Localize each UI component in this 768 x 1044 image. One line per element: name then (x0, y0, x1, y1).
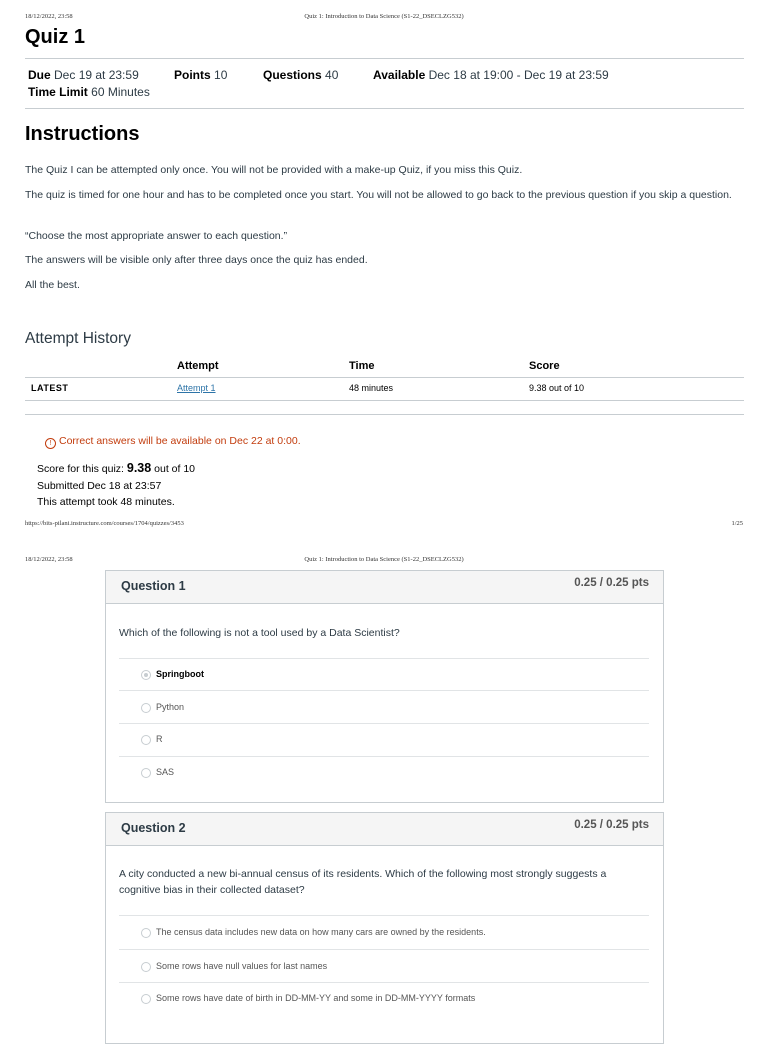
attempt-time: 48 minutes (349, 383, 394, 393)
time-limit-meta (28, 85, 150, 99)
questions-value: 40 (325, 68, 339, 82)
instruction-paragraph: All the best. (25, 279, 80, 291)
time-limit-value: 60 Minutes (91, 85, 150, 99)
instructions-heading: Instructions (25, 123, 140, 145)
column-header-score: Score (529, 360, 560, 372)
option-divider (119, 982, 649, 983)
questions-label: Questions (263, 68, 322, 82)
table-divider (25, 377, 744, 378)
option-divider (119, 723, 649, 724)
table-divider (25, 400, 744, 401)
column-header-attempt: Attempt (177, 360, 219, 372)
option-label: Python (156, 702, 185, 712)
notice-text: Correct answers will be available on Dec 22 at 0:00. (59, 435, 301, 447)
instruction-paragraph: The quiz is timed for one hour and has to be completed once you start. You will not be allowed to go back to the previous question if you skip a question. (25, 189, 732, 201)
attempt-history-heading: Attempt History (25, 330, 131, 347)
attempt-1-link[interactable]: Attempt 1 (177, 383, 216, 393)
page-title: Quiz 1 (25, 26, 86, 48)
questions-meta (263, 68, 338, 82)
due-meta (28, 68, 139, 82)
radio-icon[interactable] (141, 768, 151, 778)
score-suffix: out of 10 (154, 463, 196, 475)
alert-icon: ! (45, 438, 56, 449)
radio-icon[interactable] (141, 928, 151, 938)
available-value: Dec 18 at 19:00 - Dec 19 at 23:59 (428, 68, 609, 82)
due-label: Due (28, 68, 51, 82)
print-title: Quiz 1: Introduction to Data Science (S1-22_DSECLZG532) (304, 556, 464, 563)
divider (25, 414, 744, 415)
points-value: 10 (214, 68, 228, 82)
option-label: R (156, 734, 163, 744)
question-text: A city conducted a new bi-annual census of its residents. Which of the following most strongly suggests a cognitive bias in their collected dataset? (119, 868, 607, 896)
radio-icon[interactable] (141, 703, 151, 713)
available-meta (373, 68, 609, 82)
points-label: Points (174, 68, 211, 82)
question-header (106, 571, 663, 604)
instruction-paragraph: The Quiz I can be attempted only once. You will not be provided with a make-up Quiz, if you miss this Quiz. (25, 164, 523, 176)
points-meta (174, 68, 227, 82)
radio-selected-icon[interactable] (141, 670, 151, 680)
question-title: Question 2 (121, 821, 186, 835)
radio-icon[interactable] (141, 962, 151, 972)
question-points: 0.25 / 0.25 pts (574, 577, 649, 589)
option-divider (119, 690, 649, 691)
print-url: https://bits-pilani.instructure.com/courses/1704/quizzes/3453 (25, 520, 184, 527)
radio-icon[interactable] (141, 735, 151, 745)
score-label: Score for this quiz: (37, 463, 124, 475)
option-label: Springboot (156, 669, 204, 679)
print-date: 18/12/2022, 23:58 (25, 13, 73, 20)
question-2-card (105, 812, 664, 1044)
print-date: 18/12/2022, 23:58 (25, 556, 73, 563)
question-1-card (105, 570, 664, 803)
option-label: Some rows have null values for last names (156, 961, 328, 971)
quiz-score (37, 461, 195, 475)
available-label: Available (373, 68, 426, 82)
latest-badge: LATEST (31, 383, 69, 393)
divider (25, 108, 744, 109)
print-title: Quiz 1: Introduction to Data Science (S1-22_DSECLZG532) (304, 13, 464, 20)
score-value: 9.38 (126, 461, 152, 475)
option-label: The census data includes new data on how many cars are owned by the residents. (156, 927, 486, 937)
attempt-score: 9.38 out of 10 (529, 383, 585, 393)
column-header-time: Time (349, 360, 375, 372)
option-divider (119, 658, 649, 659)
option-divider (119, 915, 649, 916)
print-page-number: 1/25 (731, 520, 743, 527)
option-label: SAS (156, 767, 175, 777)
due-value: Dec 19 at 23:59 (54, 68, 139, 82)
option-divider (119, 756, 649, 757)
question-points: 0.25 / 0.25 pts (574, 819, 649, 831)
submitted-info: Submitted Dec 18 at 23:57 (37, 480, 162, 492)
option-label: Some rows have date of birth in DD-MM-YY and some in DD-MM-YYYY formats (156, 993, 476, 1003)
attempt-duration: This attempt took 48 minutes. (37, 496, 175, 508)
option-divider (119, 949, 649, 950)
radio-icon[interactable] (141, 994, 151, 1004)
question-header (106, 813, 663, 846)
answers-notice (45, 435, 301, 449)
question-title: Question 1 (121, 579, 186, 593)
question-text: Which of the following is not a tool used by a Data Scientist? (119, 627, 400, 639)
divider (25, 58, 744, 59)
instruction-paragraph: The answers will be visible only after three days once the quiz has ended. (25, 254, 368, 266)
instruction-paragraph: “Choose the most appropriate answer to each question.” (25, 230, 288, 242)
time-limit-label: Time Limit (28, 85, 88, 99)
